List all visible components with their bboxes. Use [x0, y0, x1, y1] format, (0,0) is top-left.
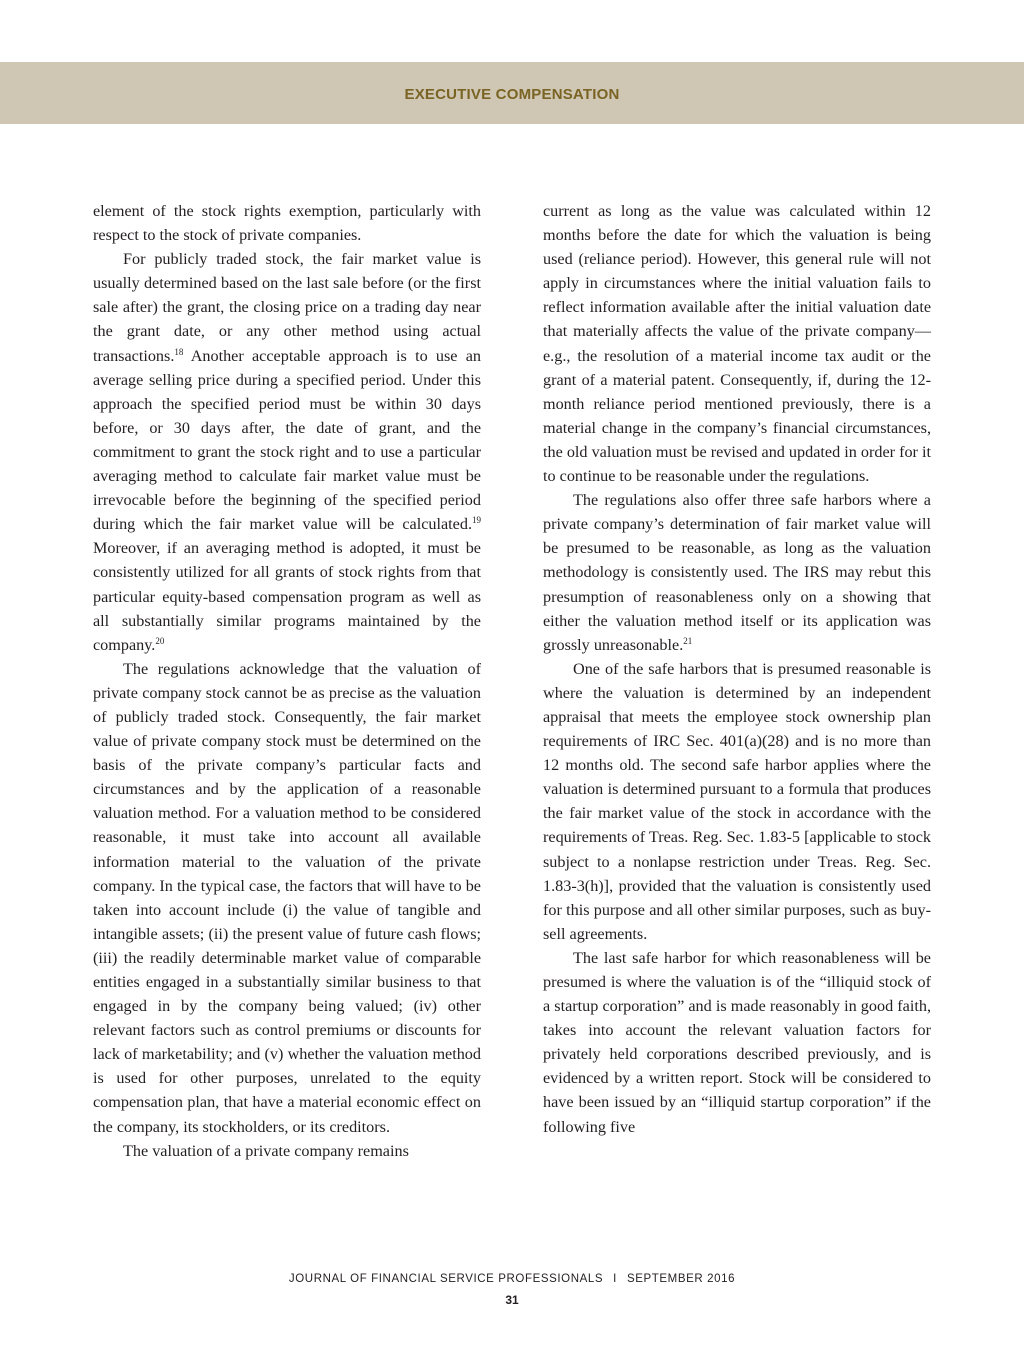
paragraph-text: Another acceptable approach is to use an average selling price during a specified period. Under this approach the specified period must be within 30 days before, or 30 days after, the date of grant, and the commitment to grant the stock right and to use a particular averaging method to calculate fair market value must be irrevocable before the beginning of the specified period during which the fair market value will be calculated. [93, 346, 481, 534]
paragraph-text: For publicly traded stock, the fair market value is usually determined based on the last sale before (or the first sale after) the grant, the closing price on a trading day near the grant date, or any other method using actual transactions. [93, 250, 481, 365]
journal-name: JOURNAL OF FINANCIAL SERVICE PROFESSIONALS [288, 1273, 604, 1285]
footnote-ref: 21 [683, 635, 693, 646]
paragraph: One of the safe harbors that is presumed reasonable is where the valuation is determined by an independent appraisal that meets the employee stock ownership plan requirements of IRC Sec. 401(a)(28) and is no more than 12 months old. The second safe harbor applies where the valuation is determined pursuant to a formula that produces the fair market value of the stock in accordance with the requirements of Treas. Reg. Sec. 1.83-5 [applicable to stock subject to a nonlapse restriction under Treas. Reg. Sec. 1.83-3(h)], provided that the valuation is consistently used for this purpose and all other similar purposes, such as buy-sell agreements. [543, 659, 931, 943]
paragraph: current as long as the value was calculated within 12 months before the date for which the valuation is being used (reliance period). However, this general rule will not apply in circumstances where the initial valuation fails to reflect information available after the initial valuation date that materially affects the value of the private company—e.g., the resolution of a material income tax audit or the grant of a material patent. Consequently, if, during the 12-month reliance period mentioned previously, there is a material change in the company’s financial circumstances, the old valuation must be revised and updated in order for it to continue to be reasonable under the regulations. [543, 202, 931, 486]
footnote-ref: 18 [174, 346, 184, 357]
paragraph-text: Moreover, if an averaging method is adopted, it must be consistently utilized for all grants of stock rights from that particular equity-based compensation program as well as all substantially similar programs maintained by the company. [93, 539, 481, 654]
footnote-ref: 20 [155, 635, 165, 646]
footer-separator: I [613, 1273, 617, 1285]
footer-journal-line [0, 1273, 1024, 1285]
section-title: EXECUTIVE COMPENSATION [404, 86, 620, 103]
issue-date: SEPTEMBER 2016 [626, 1273, 736, 1285]
paragraph: The valuation of a private company remains [123, 1141, 409, 1160]
paragraph: The last safe harbor for which reasonableness will be presumed is where the valuation is of the “illiquid stock of a startup corporation” and is made reasonably in good faith, takes into account the relevant valuation factors for privately held corporations described previously, and is evidenced by a written report. Stock will be considered to have been issued by an “illiquid startup corporation” if the following five [543, 948, 931, 1136]
page-number: 31 [505, 1293, 519, 1307]
right-column [543, 199, 931, 1139]
footnote-ref: 19 [472, 515, 481, 526]
left-column [93, 199, 481, 1163]
paragraph [543, 488, 931, 657]
paragraph: element of the stock rights exemption, particularly with respect to the stock of private companies. [93, 202, 481, 245]
paragraph [93, 247, 481, 657]
paragraph-text: The regulations also offer three safe harbors where a private company’s determination of fair market value will be presumed to be reasonable, as long as the valuation methodology is consistently used. The IRS may rebut this presumption of reasonableness only on a showing that either the valuation method itself or its application was grossly unreasonable. [543, 491, 931, 654]
paragraph: The regulations acknowledge that the valuation of private company stock cannot be as precise as the valuation of publicly traded stock. Consequently, the fair market value of private company stock must be determined on the basis of the private company’s particular facts and circumstances and by the application of a reasonable valuation method. For a valuation method to be considered reasonable, it must take into account all available information material to the valuation of the private company. In the typical case, the factors that will have to be taken into account include (i) the value of tangible and intangible assets; (ii) the present value of future cash flows; (iii) the readily determinable market value of comparable entities engaged in a substantially similar business to that engaged in by the company being valued; (iv) other relevant factors such as control premiums or discounts for lack of marketability; and (v) whether the valuation method is used for other purposes, unrelated to the equity compensation plan, that have a material economic effect on the company, its stockholders, or its creditors. [93, 659, 481, 1136]
